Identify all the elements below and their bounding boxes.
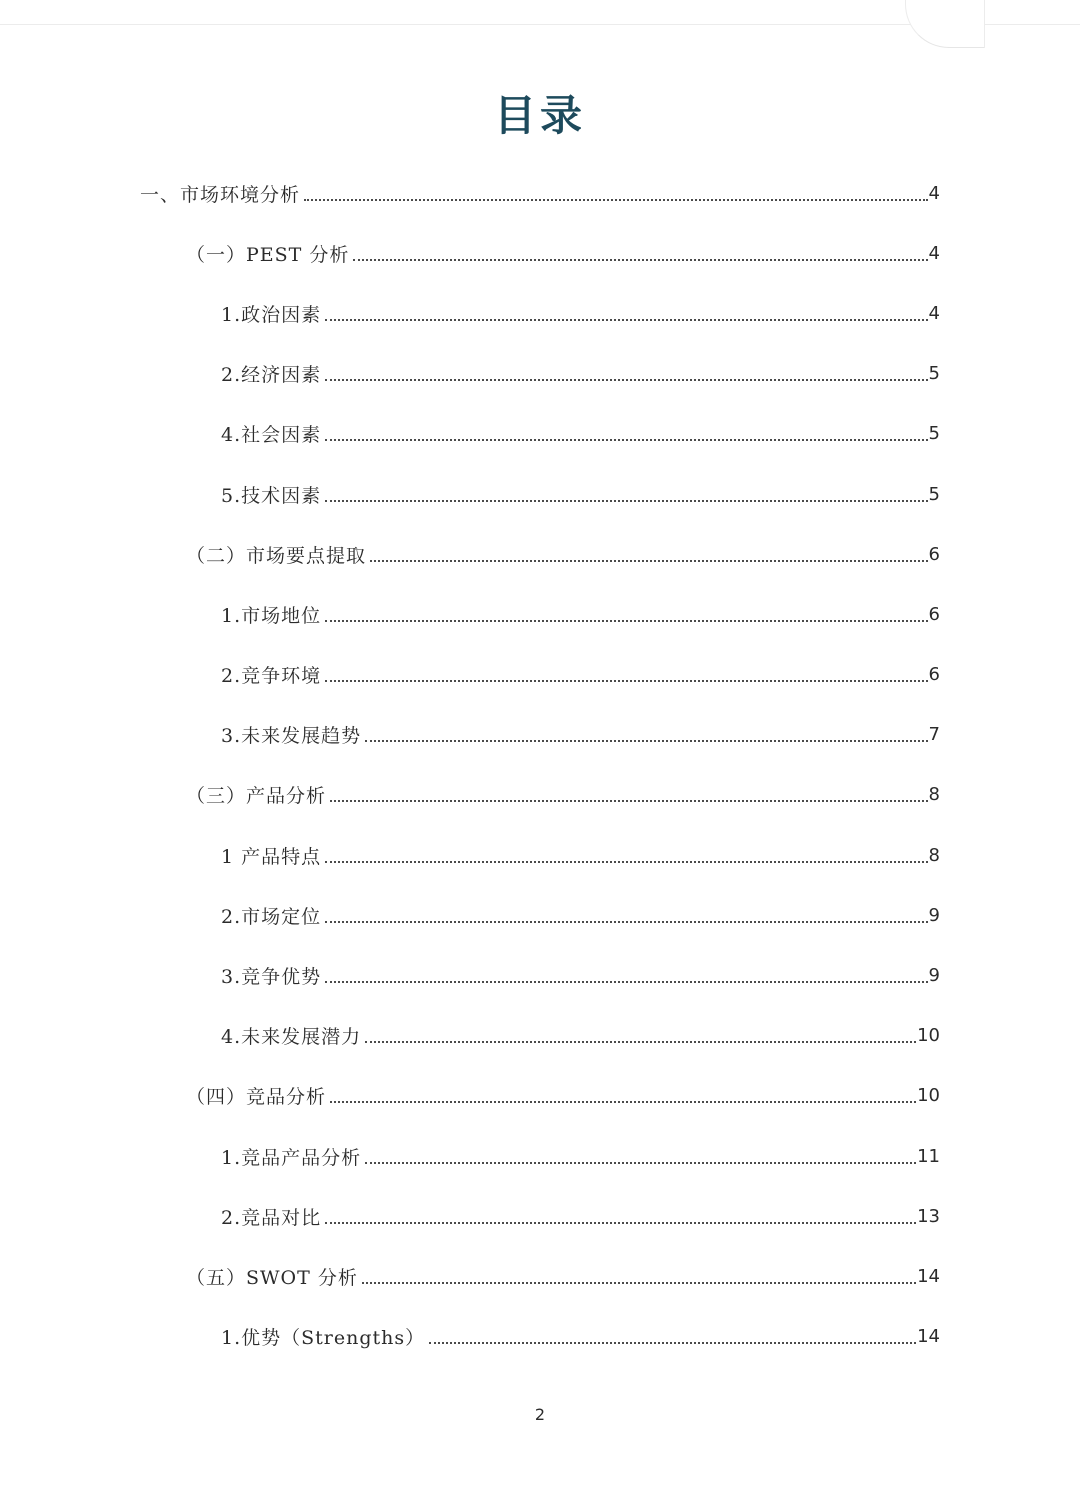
toc-dot-leader [325,921,927,923]
toc-entry-label: 1 产品特点 [221,845,322,868]
toc-entry-label: （三）产品分析 [186,785,327,808]
toc-dot-leader [353,259,927,261]
toc-entry[interactable] [0,1006,1080,1066]
toc-entry-label: 4.未来发展潜力 [221,1026,362,1049]
toc-entry-page: 8 [928,784,940,806]
toc-entry-label: 3.竞争优势 [221,966,322,989]
toc-entry-page: 5 [928,363,940,385]
toc-entry[interactable] [0,344,1080,404]
toc-entry-label: 2.经济因素 [221,364,322,387]
toc-dot-leader [325,379,927,381]
toc-dot-leader [330,1101,916,1103]
toc-entry[interactable] [0,1066,1080,1126]
page-corner-curl [905,0,985,48]
toc-entry[interactable] [0,163,1080,223]
toc-entry[interactable] [0,464,1080,524]
toc-entry-label: （一）PEST 分析 [186,243,350,266]
toc-entry-page: 10 [917,1085,940,1107]
toc-dot-leader [325,319,927,321]
toc-entry[interactable] [0,765,1080,825]
toc-entry-label: 3.未来发展趋势 [221,725,362,748]
toc-entry-page: 5 [928,423,940,445]
toc-list [0,163,1080,1367]
toc-dot-leader [365,1162,916,1164]
toc-dot-leader [325,981,927,983]
toc-entry[interactable] [0,524,1080,584]
toc-entry-label: （二）市场要点提取 [186,544,367,567]
toc-entry-label: 1.政治因素 [221,303,322,326]
toc-dot-leader [325,500,927,502]
toc-dot-leader [325,620,927,622]
toc-entry-page: 11 [917,1145,940,1167]
toc-entry[interactable] [0,945,1080,1005]
toc-entry[interactable] [0,1246,1080,1306]
toc-entry-label: 1.竞品产品分析 [221,1146,362,1169]
toc-entry-label: 2.竞品对比 [221,1206,322,1229]
toc-entry-page: 10 [917,1025,940,1047]
toc-entry-label: 一、市场环境分析 [140,183,301,206]
toc-entry[interactable] [0,1307,1080,1367]
toc-entry-label: （五）SWOT 分析 [186,1266,358,1289]
toc-entry-page: 4 [928,242,940,264]
toc-entry-page: 14 [917,1265,940,1287]
toc-dot-leader [325,680,927,682]
toc-dot-leader [304,199,928,201]
toc-entry[interactable] [0,1186,1080,1246]
toc-entry[interactable] [0,1126,1080,1186]
toc-entry-page: 6 [928,603,940,625]
toc-title: 目录 [493,91,586,140]
toc-entry-label: 5.技术因素 [221,484,322,507]
toc-dot-leader [330,800,928,802]
toc-dot-leader [325,1222,916,1224]
toc-dot-leader [362,1282,916,1284]
toc-dot-leader [365,1041,916,1043]
toc-entry[interactable] [0,825,1080,885]
toc-entry[interactable] [0,885,1080,945]
toc-entry-page: 4 [928,182,940,204]
toc-entry[interactable] [0,645,1080,705]
toc-entry-page: 4 [928,302,940,324]
toc-entry-label: 2.市场定位 [221,905,322,928]
toc-entry-page: 9 [928,965,940,987]
toc-entry-label: 2.竞争环境 [221,665,322,688]
toc-entry-page: 6 [928,664,940,686]
toc-entry[interactable] [0,223,1080,283]
toc-entry-label: （四）竞品分析 [186,1086,327,1109]
toc-entry-page: 8 [928,844,940,866]
toc-entry-page: 6 [928,543,940,565]
toc-entry[interactable] [0,404,1080,464]
toc-dot-leader [365,740,927,742]
toc-entry-label: 1.优势（Strengths） [221,1327,426,1350]
toc-dot-leader [429,1342,916,1344]
toc-dot-leader [325,439,927,441]
toc-entry-page: 14 [917,1326,940,1348]
toc-dot-leader [325,861,927,863]
toc-entry-label: 4.社会因素 [221,424,322,447]
toc-entry-page: 13 [917,1205,940,1227]
toc-entry-page: 5 [928,483,940,505]
page-number: 2 [534,1405,546,1424]
toc-entry[interactable] [0,584,1080,644]
toc-dot-leader [370,560,928,562]
toc-entry-page: 7 [928,724,940,746]
toc-entry[interactable] [0,705,1080,765]
toc-entry[interactable] [0,283,1080,343]
toc-entry-page: 9 [928,904,940,926]
toc-entry-label: 1.市场地位 [221,604,322,627]
